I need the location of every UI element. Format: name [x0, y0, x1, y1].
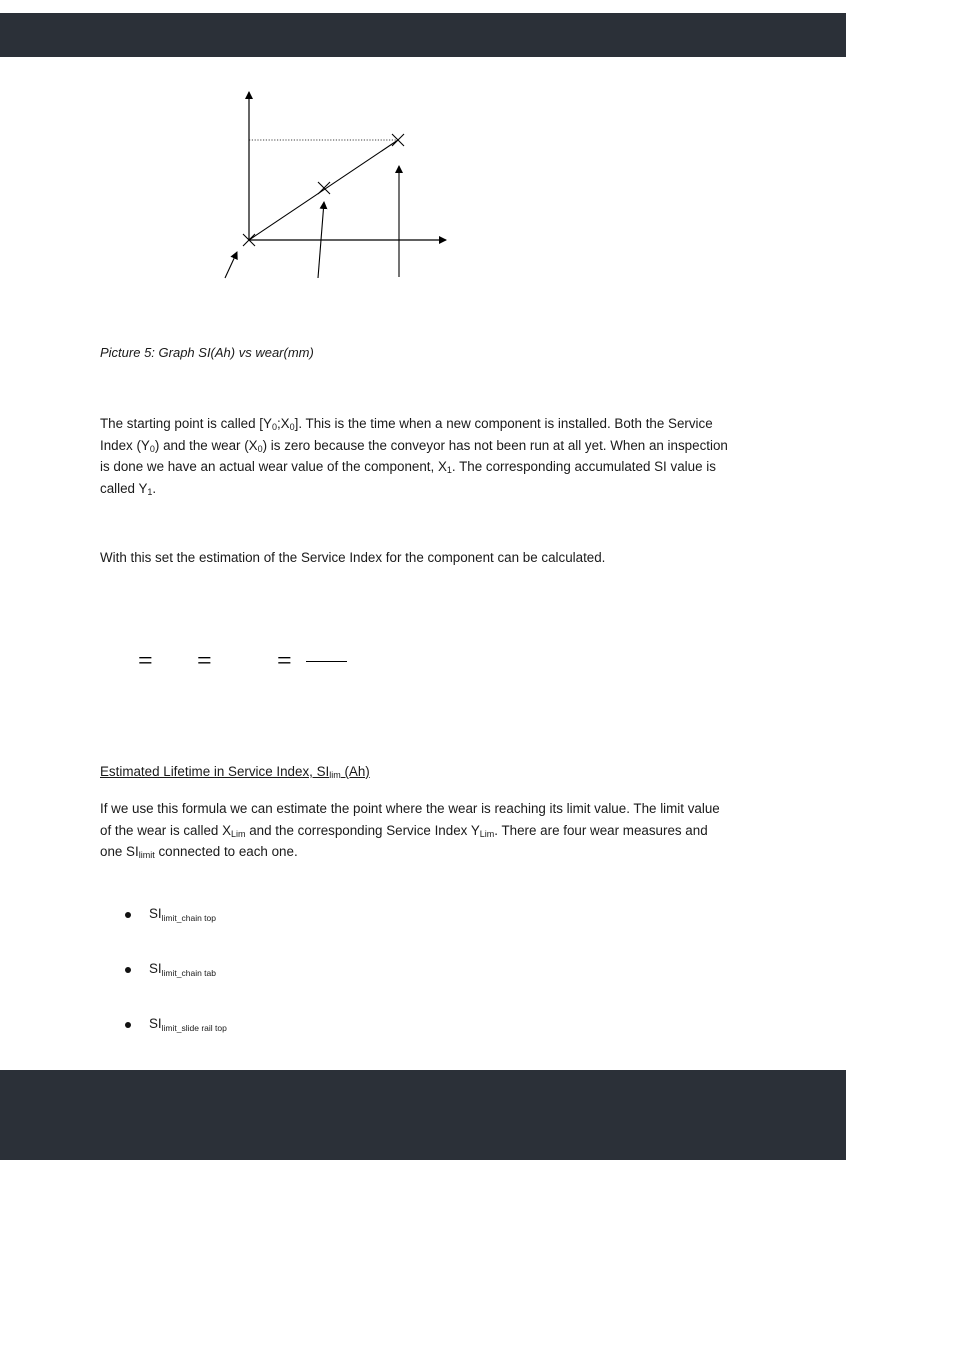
list-item-text: $SI_{limit\_slide rail top}$ — [149, 1016, 227, 1033]
point-limit-marker — [392, 134, 404, 146]
paragraph-limit-value: If we use this formula we can estimate the point where the wear is reaching its limit value. The limit value of the wear is called $X_{Lim}$ and the corresponding Service Index $Y_{Lim}$. There are four wear measures and one $SI_{limit}$ connected to each one. — [100, 801, 720, 860]
footer-band — [0, 1070, 846, 1160]
paragraph-starting-point: The starting point is called $[Y_0;X_0]$. This is the time when a new component is installed. Both the Service Index $(Y_0)$ and the wear $(X_0)$ is zero because the conveyor has not been run at all yet. When an inspection is done we have an actual wear value of the component, $X_1$. The corresponding accumulated SI value is called $Y_1$. — [100, 416, 728, 497]
pointer-arrow-start — [225, 252, 237, 278]
header-band — [0, 13, 846, 57]
list-item-text: $SI_{limit\_chain top}$ — [149, 906, 216, 923]
equals-sign-1: = — [138, 646, 153, 675]
paragraph-estimation: With this set the estimation of the Service Index for the component can be calculated. — [100, 550, 606, 565]
wear-graph — [210, 84, 470, 284]
bullet-icon — [125, 912, 131, 918]
list-item-text: $SI_{limit\_chain tab}$ — [149, 961, 216, 978]
equals-sign-2: = — [197, 646, 212, 675]
formula — [130, 646, 370, 676]
trend-line — [249, 140, 398, 240]
bullet-icon — [125, 967, 131, 973]
bullet-icon — [125, 1022, 131, 1028]
point-inspection-marker — [318, 182, 330, 194]
figure-caption: Picture 5: Graph SI(Ah) vs wear(mm) — [100, 345, 314, 360]
equals-sign-3: = — [277, 646, 292, 675]
section-heading: Estimated Lifetime in Service Index, $SI_{lim}$ (Ah) — [100, 764, 370, 780]
